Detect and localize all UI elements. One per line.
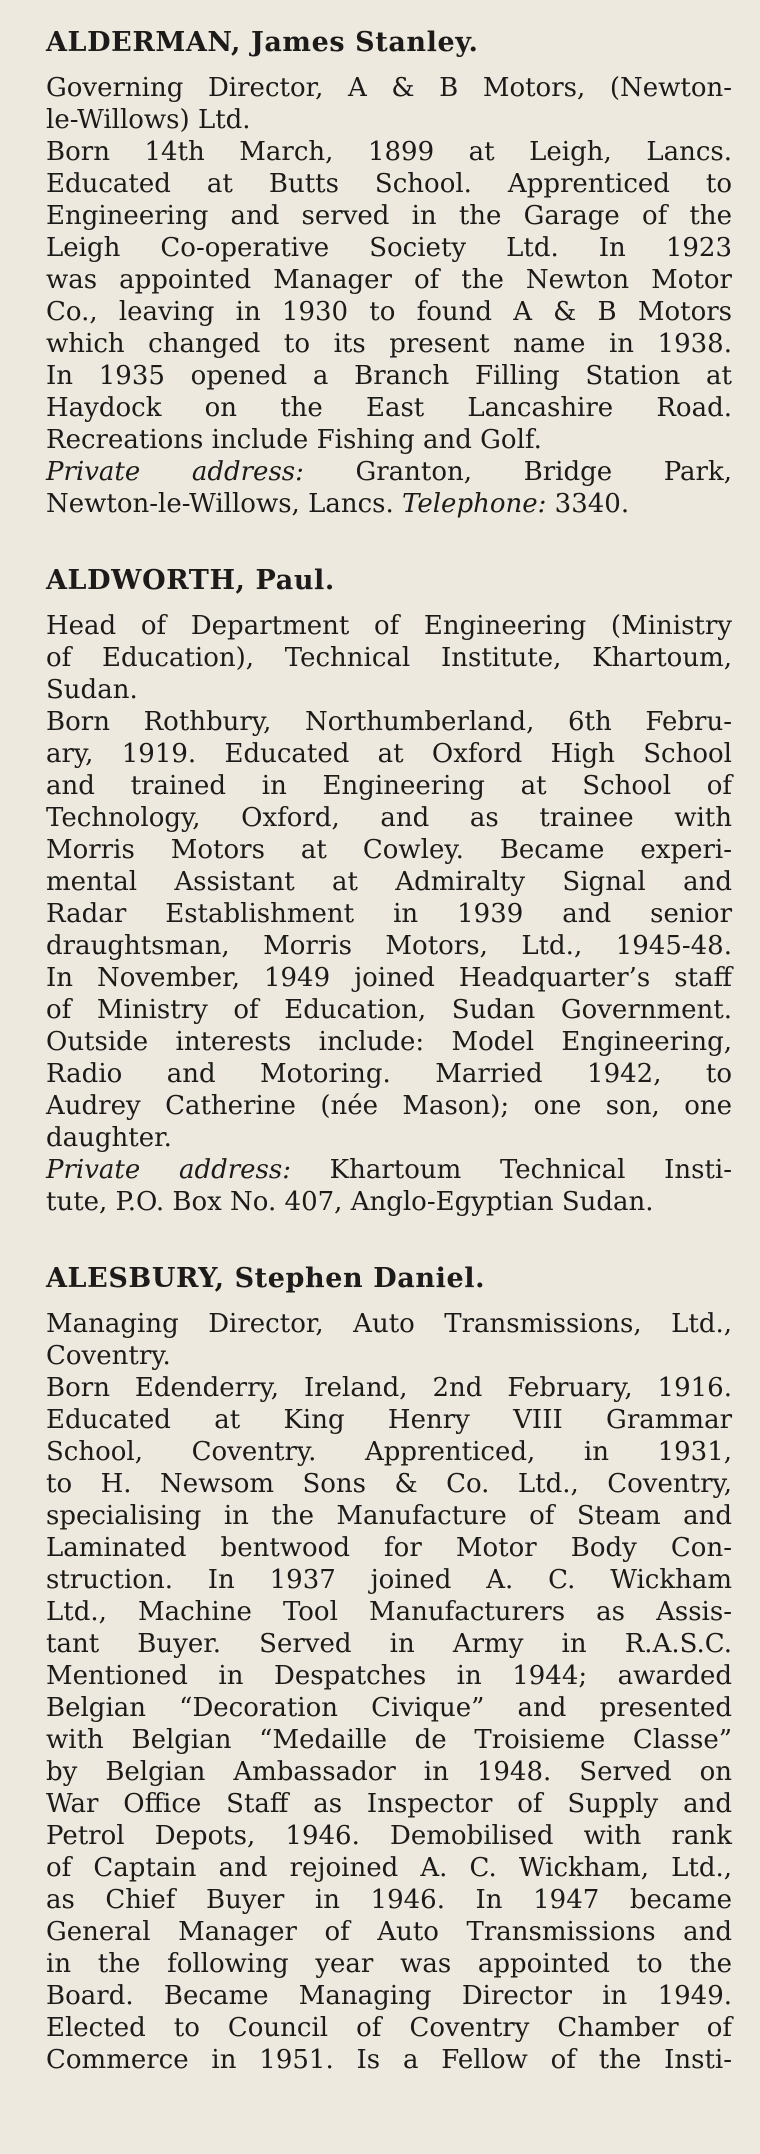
entry-text-line: [46, 1820, 732, 1852]
directory-entry: [46, 564, 732, 1218]
entry-text-line: [46, 200, 732, 232]
line-text: In 1935 opened a Branch Filling Station at: [46, 361, 732, 391]
line-text: Petrol Depots, 1946. Demobilised with rank: [46, 1821, 732, 1851]
entry-name-heading: ALDWORTH, Paul.: [46, 565, 335, 596]
entry-text-line: [46, 1564, 732, 1596]
line-text: was appointed Manager of the Newton Motor: [46, 265, 732, 295]
line-text: Born 14th March, 1899 at Leigh, Lancs.: [46, 137, 732, 167]
line-text: Morris Motors at Cowley. Became experi-: [46, 835, 732, 865]
address-label: Private address:: [46, 457, 304, 487]
line-text: Audrey Catherine (née Mason); one son, one: [46, 1091, 732, 1121]
entry-text-line: [46, 1692, 732, 1724]
entry-text-line: [46, 296, 732, 328]
entry-name-heading: ALDERMAN, James Stanley.: [46, 27, 479, 58]
entry-text-line: [46, 168, 732, 200]
entry-text-line: [46, 232, 732, 264]
entry-text-line: [46, 1372, 732, 1404]
line-text: War Office Staff as Inspector of Supply and: [46, 1789, 732, 1819]
entry-text-line: [46, 1090, 732, 1122]
line-text: Board. Became Managing Director in 1949.: [46, 1981, 732, 2011]
entry-text-line: [46, 1122, 732, 1154]
line-text: Haydock on the East Lancashire Road.: [46, 393, 732, 423]
line-text: ary, 1919. Educated at Oxford High School: [46, 739, 732, 769]
entry-text-line: [46, 1948, 732, 1980]
entry-text-line: [46, 994, 732, 1026]
entry-text-line: [46, 1660, 732, 1692]
line-text: Granton, Bridge Park,: [303, 457, 733, 487]
line-text: Educated at King Henry VIII Grammar: [46, 1405, 732, 1435]
entry-text-line: [46, 1058, 732, 1090]
entry-text-line: [46, 1308, 732, 1340]
entry-text-line: [46, 392, 732, 424]
entry-text-line: [46, 328, 732, 360]
line-text: Radio and Motoring. Married 1942, to: [46, 1059, 732, 1089]
entry-text-line: [46, 706, 732, 738]
entry-text-line: [46, 424, 732, 456]
line-text: Sudan.: [46, 675, 138, 705]
line-text: Technology, Oxford, and as trainee with: [46, 803, 732, 833]
telephone-number: 3340.: [546, 489, 630, 519]
entry-text-line: [46, 898, 732, 930]
line-text: specialising in the Manufacture of Steam and: [46, 1501, 732, 1531]
line-text: with Belgian “Medaille de Troisieme Classe”: [46, 1725, 732, 1755]
entry-text-line: [46, 104, 732, 136]
entry-text-line: [46, 1154, 732, 1186]
line-text: as Chief Buyer in 1946. In 1947 became: [46, 1885, 732, 1915]
line-text: Khartoum Technical Insti-: [291, 1155, 732, 1185]
line-text: Managing Director, Auto Transmissions, Ltd.,: [46, 1309, 732, 1339]
entry-text-line: [46, 2044, 732, 2076]
line-text: Ltd., Machine Tool Manufacturers as Assis-: [46, 1597, 732, 1627]
entry-text-line: [46, 866, 732, 898]
line-text: daughter.: [46, 1123, 172, 1153]
telephone-label: Telephone:: [402, 489, 547, 519]
line-text: Co., leaving in 1930 to found A & B Motors: [46, 297, 732, 327]
line-text: Radar Establishment in 1939 and senior: [46, 899, 732, 929]
line-text: and trained in Engineering at School of: [46, 771, 732, 801]
entry-text-line: [46, 1852, 732, 1884]
line-text: Belgian “Decoration Civique” and presented: [46, 1693, 732, 1723]
entry-text-line: [46, 1724, 732, 1756]
line-text: In November, 1949 joined Headquarter’s staff: [46, 963, 732, 993]
entry-text-line: [46, 1186, 732, 1218]
entry-text-line: [46, 674, 732, 706]
line-text: Mentioned in Despatches in 1944; awarded: [46, 1661, 732, 1691]
line-text: School, Coventry. Apprenticed, in 1931,: [46, 1437, 732, 1467]
line-text: Newton-le-Willows, Lancs.: [46, 489, 403, 519]
line-text: of Education), Technical Institute, Khartoum,: [46, 643, 732, 673]
entry-text-line: [46, 1532, 732, 1564]
line-text: Governing Director, A & B Motors, (Newton-: [46, 73, 732, 103]
entry-text-line: [46, 1026, 732, 1058]
entry-text-line: [46, 72, 732, 104]
line-text: by Belgian Ambassador in 1948. Served on: [46, 1757, 732, 1787]
entry-text-line: [46, 610, 732, 642]
line-text: tute, P.O. Box No. 407, Anglo-Egyptian Sudan.: [46, 1187, 654, 1217]
entry-text-line: [46, 1500, 732, 1532]
entry-text-line: [46, 456, 732, 488]
line-text: Outside interests include: Model Engineering,: [46, 1027, 732, 1057]
line-text: tant Buyer. Served in Army in R.A.S.C.: [46, 1629, 732, 1659]
directory-entry: [46, 26, 732, 520]
entry-text-line: [46, 1628, 732, 1660]
entry-text-line: [46, 1340, 732, 1372]
line-text: which changed to its present name in 1938.: [46, 329, 732, 359]
entry-text-line: [46, 1788, 732, 1820]
entries-list: [46, 26, 732, 2076]
line-text: mental Assistant at Admiralty Signal and: [46, 867, 732, 897]
line-text: struction. In 1937 joined A. C. Wickham: [46, 1565, 732, 1595]
entry-text-line: [46, 642, 732, 674]
line-text: le-Willows) Ltd.: [46, 105, 251, 135]
entry-text-line: [46, 802, 732, 834]
line-text: in the following year was appointed to the: [46, 1949, 732, 1979]
entry-text-line: [46, 488, 732, 520]
line-text: Elected to Council of Coventry Chamber of: [46, 2013, 732, 2043]
line-text: Born Edenderry, Ireland, 2nd February, 1916.: [46, 1373, 732, 1403]
line-text: Coventry.: [46, 1341, 171, 1371]
line-text: Leigh Co-operative Society Ltd. In 1923: [46, 233, 732, 263]
line-text: General Manager of Auto Transmissions and: [46, 1917, 732, 1947]
entry-text-line: [46, 1596, 732, 1628]
entry-text-line: [46, 738, 732, 770]
entry-text-line: [46, 1916, 732, 1948]
entry-name-heading: ALESBURY, Stephen Daniel.: [46, 1263, 486, 1294]
line-text: Born Rothbury, Northumberland, 6th Febru-: [46, 707, 732, 737]
entry-text-line: [46, 834, 732, 866]
entry-text-line: [46, 1404, 732, 1436]
line-text: of Captain and rejoined A. C. Wickham, Ltd.,: [46, 1853, 732, 1883]
entry-text-line: [46, 2012, 732, 2044]
entry-text-line: [46, 930, 732, 962]
line-text: Head of Department of Engineering (Ministry: [46, 611, 732, 641]
line-text: to H. Newsom Sons & Co. Ltd., Coventry,: [46, 1469, 732, 1499]
line-text: draughtsman, Morris Motors, Ltd., 1945-48.: [46, 931, 732, 961]
entry-text-line: [46, 1980, 732, 2012]
directory-entry: [46, 1262, 732, 2076]
entry-text-line: [46, 1884, 732, 1916]
entry-text-line: [46, 1756, 732, 1788]
line-text: Commerce in 1951. Is a Fellow of the Insti-: [46, 2045, 732, 2075]
line-text: Laminated bentwood for Motor Body Con-: [46, 1533, 732, 1563]
entry-text-line: [46, 962, 732, 994]
entry-text-line: [46, 1436, 732, 1468]
entry-text-line: [46, 360, 732, 392]
entry-text-line: [46, 1468, 732, 1500]
line-text: Recreations include Fishing and Golf.: [46, 425, 542, 455]
entry-text-line: [46, 770, 732, 802]
address-label: Private address:: [46, 1155, 291, 1185]
line-text: of Ministry of Education, Sudan Government.: [46, 995, 732, 1025]
entry-text-line: [46, 264, 732, 296]
line-text: Engineering and served in the Garage of the: [46, 201, 732, 231]
entry-text-line: [46, 136, 732, 168]
line-text: Educated at Butts School. Apprenticed to: [46, 169, 732, 199]
